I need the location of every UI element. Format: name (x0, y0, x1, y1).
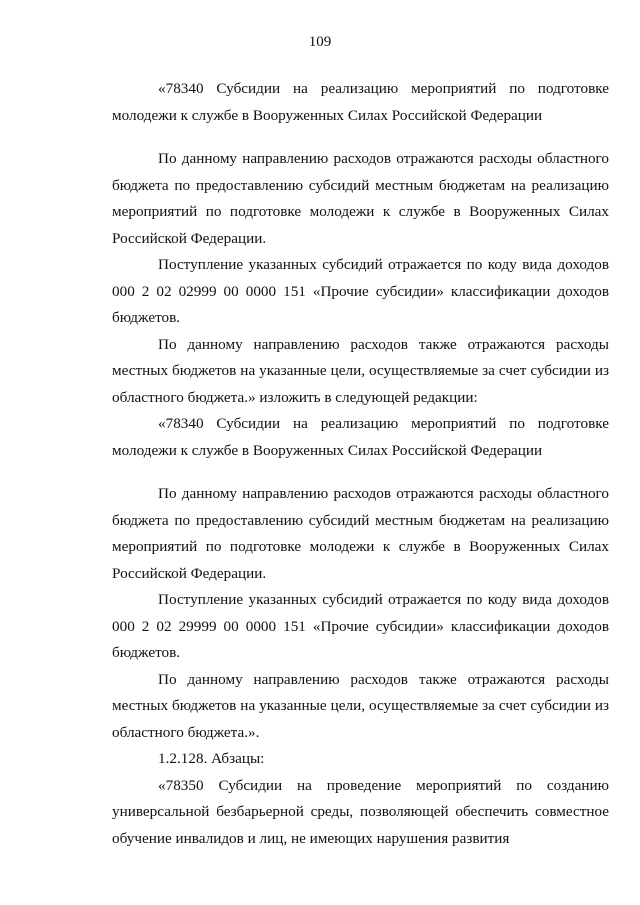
paragraph-heading-78340-new: «78340 Субсидии на реализацию мероприятий по подготовке молодежи к службе в Вооруженных Силах Российской Федерации (112, 415, 609, 459)
paragraph-income-code-old: Поступление указанных субсидий отражается по коду вида доходов 000 2 02 02999 00 0000 151 «Прочие субсидии» классификации доходов бюджетов. (112, 256, 609, 326)
paragraph-section-1-2-128: 1.2.128. Абзацы: (158, 750, 265, 767)
paragraph-description-new: По данному направлению расходов отражаются расходы областного бюджета по предоставлению субсидий местным бюджетам на реализацию мероприятий по подготовке молодежи к службе в Вооруженных Силах Российской Федерации. (112, 485, 609, 582)
document-body (112, 76, 609, 852)
paragraph-heading-78350: «78350 Субсидии на проведение мероприятий по созданию универсальной безбарьерной среды, позволяющей обеспечить совместное обучение инвалидов и лиц, не имеющих нарушения развития (112, 776, 609, 847)
paragraph-income-code-new: Поступление указанных субсидий отражается по коду вида доходов 000 2 02 29999 00 0000 151 «Прочие субсидии» классификации доходов бюджетов. (112, 591, 609, 661)
paragraph-description-old: По данному направлению расходов отражаются расходы областного бюджета по предоставлению субсидий местным бюджетам на реализацию мероприятий по подготовке молодежи к службе в Вооруженных Силах Российской Федерации. (112, 150, 609, 247)
page-number: 109 (308, 34, 332, 50)
paragraph-local-budgets-old: По данному направлению расходов также отражаются расходы местных бюджетов на указанные цели, осуществляемые за счет субсидии из областного бюджета.» изложить в следующей редакции: (112, 335, 609, 406)
paragraph-local-budgets-new: По данному направлению расходов также отражаются расходы местных бюджетов на указанные цели, осуществляемые за счет субсидии из областного бюджета.». (112, 670, 609, 741)
paragraph-heading-78340-old: «78340 Субсидии на реализацию мероприятий по подготовке молодежи к службе в Вооруженных Силах Российской Федерации (112, 80, 609, 124)
